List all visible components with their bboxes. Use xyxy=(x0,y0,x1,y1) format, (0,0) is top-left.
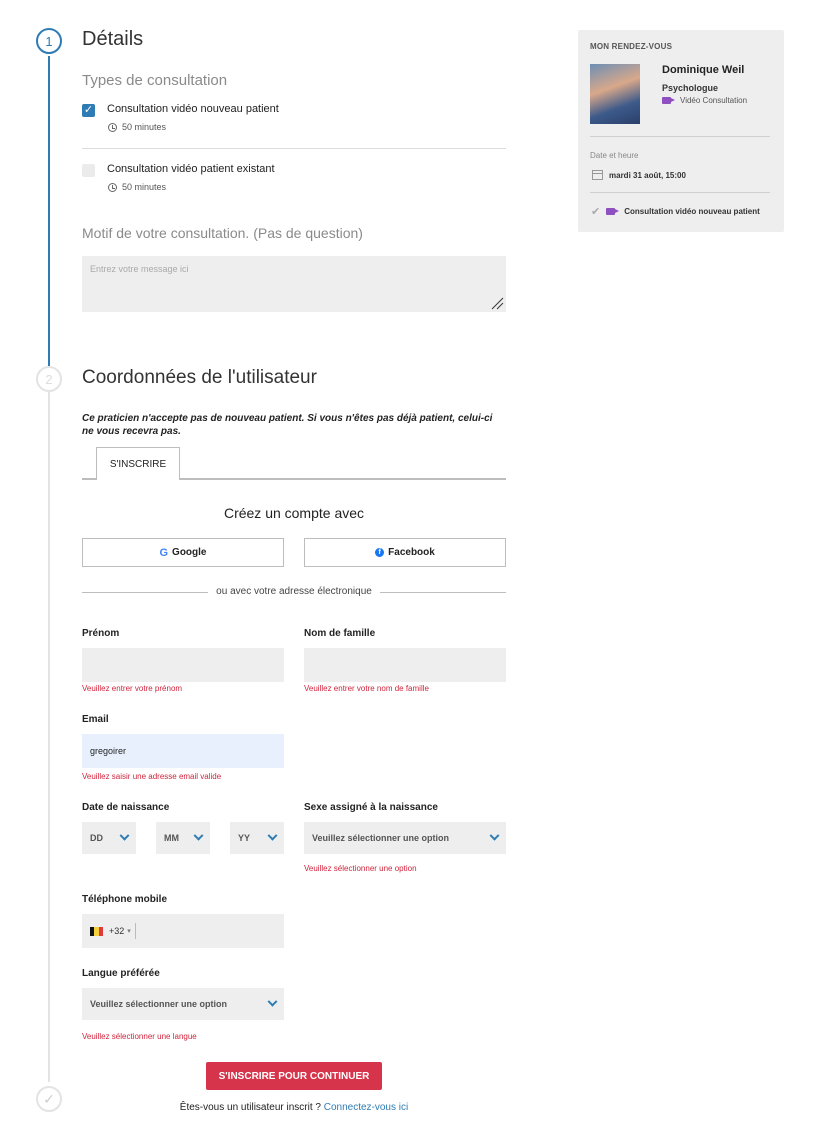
phone-label: Téléphone mobile xyxy=(82,894,168,905)
appointment-card-title: MON RENDEZ-VOUS xyxy=(590,42,673,51)
duration-text: 50 minutes xyxy=(122,182,167,192)
divider xyxy=(82,148,506,149)
phone-prefix[interactable]: +32 xyxy=(109,926,125,936)
email-input[interactable] xyxy=(82,734,284,768)
chevron-down-icon xyxy=(194,830,204,840)
consultation-types-heading: Types de consultation xyxy=(82,72,228,89)
step-done-check-icon: ✓ xyxy=(36,1086,62,1112)
language-value: Veuillez sélectionner une option xyxy=(90,999,228,1009)
separator xyxy=(135,923,136,939)
chevron-down-icon xyxy=(490,830,500,840)
facebook-label: Facebook xyxy=(388,547,435,558)
email-label: Email xyxy=(82,714,109,725)
dob-day-value: DD xyxy=(90,833,103,843)
firstname-input[interactable] xyxy=(82,648,284,682)
resize-grip-icon[interactable] xyxy=(490,296,504,310)
login-link[interactable]: Connectez-vous ici xyxy=(323,1102,409,1113)
create-account-title: Créez un compte avec xyxy=(223,505,365,521)
language-label: Langue préférée xyxy=(82,968,160,979)
message-placeholder: Entrez votre message ici xyxy=(90,264,189,274)
video-camera-icon xyxy=(606,208,615,215)
step-1-indicator: 1 xyxy=(36,28,62,54)
dob-year-value: YY xyxy=(238,833,251,843)
appointment-consultation xyxy=(591,205,760,218)
lastname-error: Veuillez entrer votre nom de famille xyxy=(304,684,429,693)
language-select[interactable] xyxy=(82,988,284,1020)
clock-icon xyxy=(108,183,117,192)
firstname-label: Prénom xyxy=(82,628,120,639)
consultation-option-label: Consultation vidéo patient existant xyxy=(107,163,275,175)
doctor-name: Dominique Weil xyxy=(662,64,745,76)
consultation-duration xyxy=(108,122,166,132)
consultation-duration xyxy=(108,182,166,192)
dob-month-value: MM xyxy=(164,833,179,843)
sex-value: Veuillez sélectionner une option xyxy=(312,833,450,843)
doctor-type-text: Vidéo Consultation xyxy=(680,96,748,105)
belgium-flag-icon[interactable] xyxy=(90,927,103,936)
email-error: Veuillez saisir une adresse email valide xyxy=(82,772,222,781)
doctor-role: Psychologue xyxy=(662,83,719,93)
checkbox-checked[interactable]: ✓ xyxy=(83,104,94,116)
google-label: Google xyxy=(172,547,207,558)
step-2-line xyxy=(48,392,50,1082)
video-camera-icon xyxy=(662,97,671,104)
clock-icon xyxy=(108,123,117,132)
signup-continue-button[interactable]: S'INSCRIRE POUR CONTINUER xyxy=(206,1062,382,1090)
divider xyxy=(590,192,770,193)
calendar-icon xyxy=(592,170,603,180)
duration-text: 50 minutes xyxy=(122,122,167,132)
motif-heading: Motif de votre consultation. (Pas de question) xyxy=(82,225,363,241)
login-prompt xyxy=(82,1102,506,1113)
language-error: Veuillez sélectionner une langue xyxy=(82,1032,197,1041)
dob-label: Date de naissance xyxy=(82,802,170,813)
no-new-patient-warning: Ce praticien n'accepte pas de nouveau patient. Si vous n'êtes pas déjà patient, celui-ci ne vous recevra pas. xyxy=(82,413,493,437)
dob-day-select[interactable] xyxy=(82,822,136,854)
chevron-down-icon xyxy=(120,830,130,840)
consultation-text: Consultation vidéo nouveau patient xyxy=(624,207,760,216)
google-signup-button[interactable] xyxy=(82,538,284,567)
user-section-title: Coordonnées de l'utilisateur xyxy=(82,367,317,388)
divider xyxy=(590,136,770,137)
facebook-icon: f xyxy=(375,548,384,557)
chevron-down-icon xyxy=(268,996,278,1006)
step-2-indicator: 2 xyxy=(36,366,62,392)
date-value: mardi 31 août, 15:00 xyxy=(609,170,686,180)
caret-down-icon: ▾ xyxy=(127,928,131,935)
check-icon: ✔ xyxy=(591,206,601,218)
email-value: gregoirer xyxy=(90,746,127,756)
dob-month-select[interactable] xyxy=(156,822,210,854)
login-question: Êtes-vous un utilisateur inscrit ? xyxy=(179,1102,321,1113)
appointment-card xyxy=(578,30,784,232)
consultation-option-label: Consultation vidéo nouveau patient xyxy=(107,103,279,115)
step-1-line xyxy=(48,56,50,366)
doctor-avatar xyxy=(590,64,640,124)
dob-year-select[interactable] xyxy=(230,822,284,854)
doctor-consult-type xyxy=(662,96,747,105)
sex-label: Sexe assigné à la naissance xyxy=(304,802,438,813)
google-icon: G xyxy=(159,546,169,559)
or-divider xyxy=(82,586,506,597)
tab-signup[interactable]: S'INSCRIRE xyxy=(96,447,180,480)
sex-error: Veuillez sélectionner une option xyxy=(304,864,417,873)
lastname-input[interactable] xyxy=(304,648,506,682)
firstname-error: Veuillez entrer votre prénom xyxy=(82,684,183,693)
lastname-label: Nom de famille xyxy=(304,628,376,639)
or-text: ou avec votre adresse électronique xyxy=(208,586,380,597)
chevron-down-icon xyxy=(268,830,278,840)
date-label: Date et heure xyxy=(590,151,639,160)
sex-select[interactable] xyxy=(304,822,506,854)
appointment-date xyxy=(592,170,686,180)
phone-input[interactable] xyxy=(82,914,284,948)
facebook-signup-button[interactable] xyxy=(304,538,506,567)
details-title: Détails xyxy=(82,28,144,50)
message-textarea[interactable] xyxy=(82,256,506,312)
checkbox-unchecked[interactable] xyxy=(82,164,95,177)
